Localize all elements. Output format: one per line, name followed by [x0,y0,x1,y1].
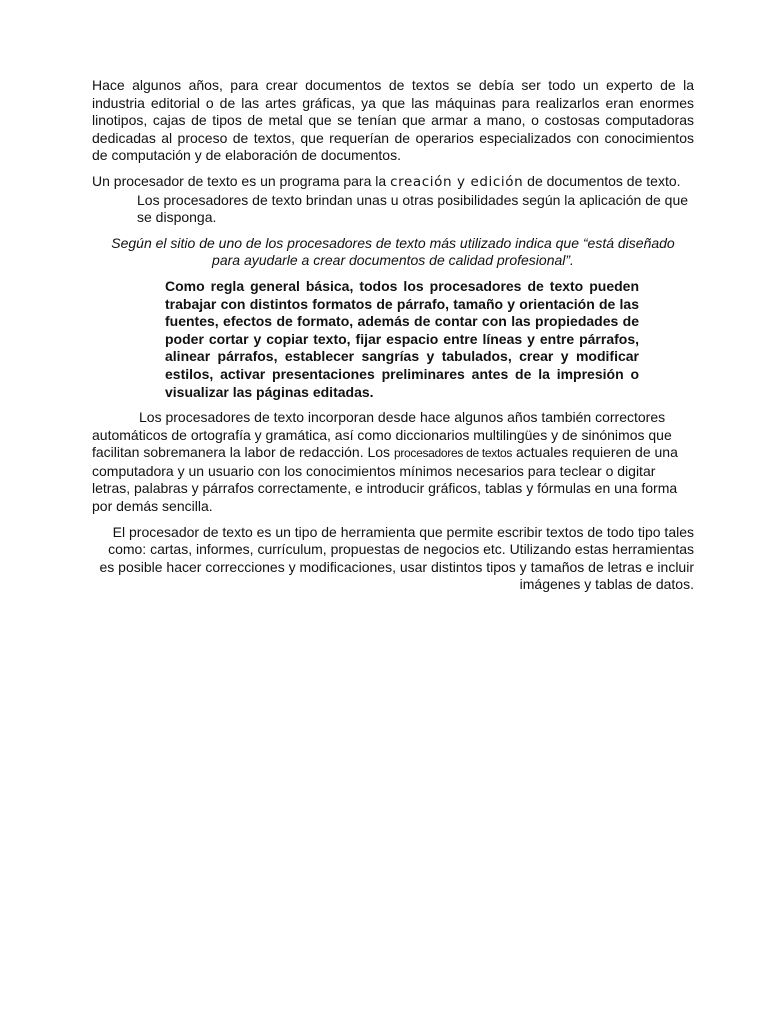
closing-paragraph: El procesador de texto es un tipo de herramienta que permite escribir textos de todo tipo tales como: cartas, informes, currículum, propuestas de negocios etc. Utilizando estas herramientas es posible hacer correcciones y modificaciones, usar distintos tipos y tamaños de letras e incluir imágenes y tablas de datos. [99,523,694,593]
quote-paragraph: Según el sitio de uno de los procesadores de texto más utilizado indica que “está diseñado para ayudarle a crear documentos de calidad profesional”. [111,234,675,269]
bold-rule-paragraph: Como regla general básica, todos los procesadores de texto pueden trabajar con distintos formatos de párrafo, tamaño y orientación de las fuentes, efectos de formato, además de contar con las propiedades de poder cortar y copiar texto, fijar espacio entre líneas y entre párrafos, alinear párrafos, establecer sangrías y tabulados, crear y modificar estilos, activar presentaciones preliminares antes de la impresión o visualizar las páginas editadas. [165,277,639,400]
features-text-start: Los procesadores de texto incorporan desde hace algunos años también correctores automáticos de ortografía y gramática, así como diccionarios multilingües y de sinónimos que facilitan sobremanera la labor de redacción. Los [92,409,672,461]
definition-paragraph [92,173,694,227]
document-page [92,77,694,594]
definition-text-end: de documentos de texto. Los procesadores de texto brindan unas u otras posibilidades según la aplicación de que se disponga. [137,172,689,226]
features-text-end: actuales requieren de una computadora y un usuario con los conocimientos mínimos necesarios para teclear o digitar letras, palabras y párrafos correctamente, e introducir gráficos, tablas y fórmulas en una forma por demás sencilla. [92,444,678,515]
intro-paragraph: Hace algunos años, para crear documentos de textos se debía ser todo un experto de la industria editorial o de las artes gráficas, ya que las máquinas para realizarlos eran enormes linotipos, cajas de tipos de metal que se tenían que armar a mano, o costosas computadoras dedicadas al proceso de textos, que requerían de operarios especializados con conocimientos de computación y de elaboración de documentos. [92,77,694,164]
features-emphasis: procesadores de textos [393,446,513,461]
definition-emphasis: creación y edición [390,173,524,190]
features-paragraph [92,409,680,516]
definition-text-start: Un procesador de texto es un programa para la [92,172,391,189]
